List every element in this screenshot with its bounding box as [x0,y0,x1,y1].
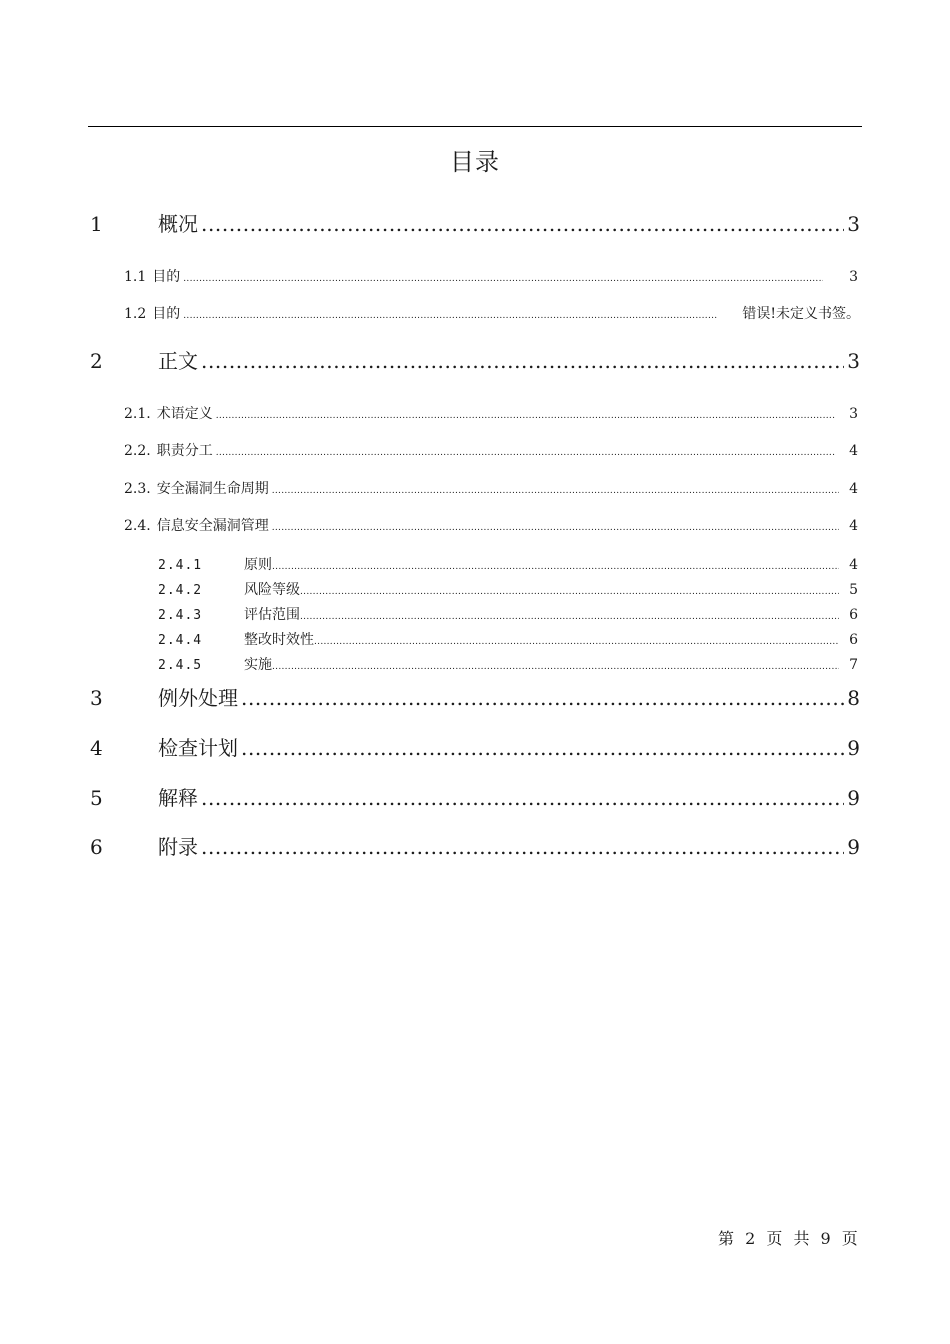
entry-number: 2.4.4 [158,633,203,648]
entry-text: 检查计划 [158,736,238,760]
entry-number: 2 [90,349,103,373]
entry-page: 4 [849,557,858,573]
entry-number: 3 [90,686,103,710]
dot-leader [216,448,835,458]
dot-leader [241,686,844,710]
entry-text: 整改时效性 [244,632,314,648]
entry-page: 4 [849,518,858,534]
dot-leader [300,587,839,597]
toc-entry-subsection-2-4-3[interactable] [158,604,858,624]
toc-entry-chapter-4[interactable] [90,732,860,758]
entry-page: 5 [849,582,858,598]
entry-text: 安全漏洞生命周期 [156,481,269,497]
toc-entry-subsection-2-4-2[interactable] [158,579,858,599]
entry-number: 1.2 [124,306,147,322]
entry-page: 4 [849,481,858,497]
entry-text: 目的 [152,269,181,285]
dot-leader [183,274,823,284]
dot-leader [314,637,839,647]
entry-text: 正文 [158,349,198,373]
dot-leader [201,786,844,810]
entry-page: 6 [849,632,858,648]
entry-number: 2.4.3 [158,608,203,623]
entry-number: 2.4.1 [158,558,203,573]
entry-number: 1 [90,212,103,236]
dot-leader [241,736,844,760]
entry-page: 4 [849,443,858,459]
toc-entry-chapter-1[interactable] [90,208,860,234]
entry-text: 解释 [158,786,198,810]
entry-number: 4 [90,736,103,760]
entry-number: 2.1. [124,406,151,422]
entry-page: 8 [847,686,860,710]
dot-leader [272,523,839,533]
entry-number: 1.1 [124,269,147,285]
toc-entry-section-2-4[interactable] [124,515,858,535]
page-number-footer: 第 2 页 共 9 页 [718,1229,861,1248]
toc-entry-section-2-3[interactable] [124,478,858,498]
entry-page: 3 [847,212,860,236]
entry-page: 7 [849,657,858,673]
entry-text: 实施 [244,657,272,673]
dot-leader [183,311,718,321]
entry-text: 原则 [244,557,272,573]
entry-text: 风险等级 [244,582,300,598]
entry-page: 3 [847,349,860,373]
toc-entry-subsection-2-4-4[interactable] [158,629,858,649]
dot-leader [300,612,839,622]
entry-number: 2.2. [124,443,151,459]
dot-leader [216,411,835,421]
dot-leader [272,662,839,672]
entry-page: 9 [847,835,860,859]
entry-text: 评估范围 [244,607,300,623]
toc-title: 目录 [450,148,500,176]
entry-number: 6 [90,835,103,859]
toc-entry-section-2-1[interactable] [124,403,858,423]
toc-entry-chapter-5[interactable] [90,782,860,808]
header-rule [88,126,862,127]
entry-text: 信息安全漏洞管理 [156,518,269,534]
entry-text: 例外处理 [158,686,238,710]
entry-number: 2.4.2 [158,583,203,598]
entry-number: 2.4.5 [158,658,203,673]
toc-entry-chapter-2[interactable] [90,345,860,371]
dot-leader [272,562,839,572]
entry-number: 2.3. [124,481,151,497]
toc-entry-section-2-2[interactable] [124,440,858,460]
entry-page: 3 [849,406,858,422]
toc-entry-chapter-6[interactable] [90,831,860,857]
entry-text: 术语定义 [156,406,213,422]
toc-entry-subsection-2-4-1[interactable] [158,554,858,574]
entry-page: 3 [849,269,858,285]
toc-entry-chapter-3[interactable] [90,682,860,708]
entry-page: 6 [849,607,858,623]
entry-number: 5 [90,786,103,810]
entry-page-error: 错误!未定义书签。 [742,306,860,322]
entry-text: 附录 [158,835,198,859]
entry-page: 9 [847,786,860,810]
dot-leader [272,486,839,496]
entry-page: 9 [847,736,860,760]
dot-leader [201,212,844,236]
dot-leader [201,349,844,373]
entry-number: 2.4. [124,518,151,534]
toc-entry-section-1-1[interactable] [124,266,858,286]
entry-text: 职责分工 [156,443,213,459]
toc-entry-subsection-2-4-5[interactable] [158,654,858,674]
toc-entry-section-1-2[interactable] [124,303,860,323]
entry-text: 概况 [158,212,198,236]
entry-text: 目的 [152,306,181,322]
dot-leader [201,835,844,859]
